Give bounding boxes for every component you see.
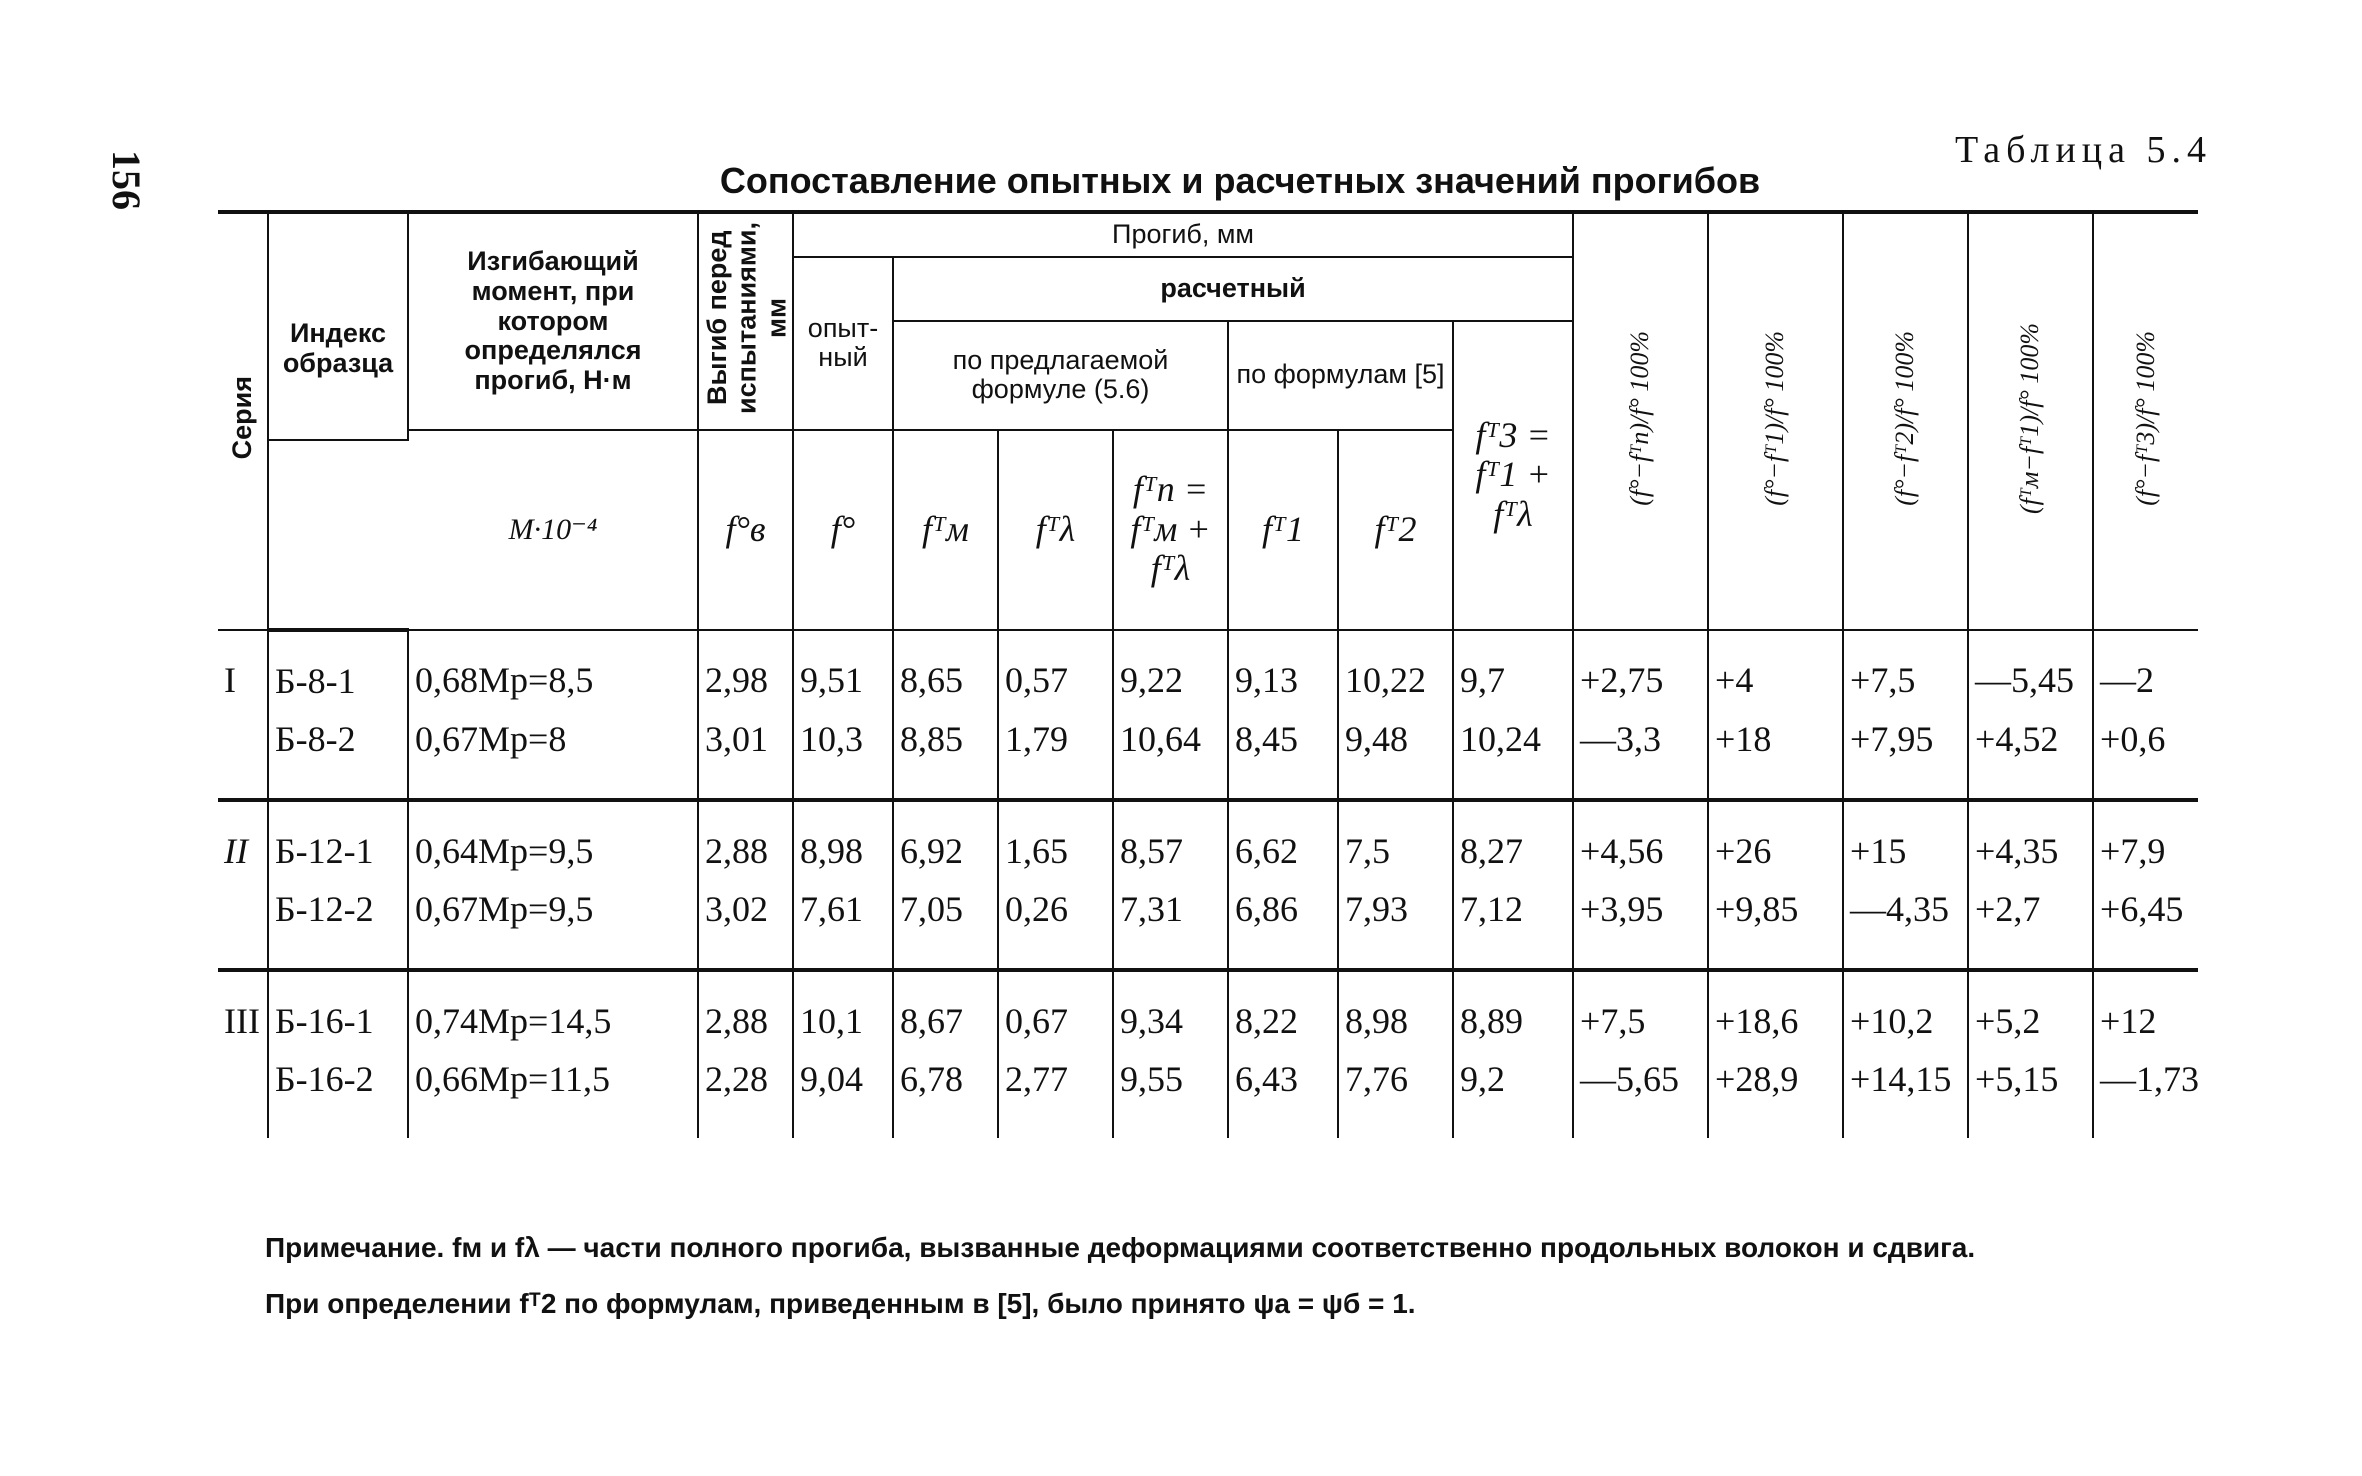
header-experimental: опыт-ный: [793, 257, 893, 430]
f3-cell: 10,24: [1453, 708, 1573, 800]
note-line-2: При определении fᵀ2 по формулам, приведенным в [5], было принято ψа = ψб = 1.: [265, 1288, 1416, 1319]
fn-cell: 9,55: [1113, 1048, 1228, 1138]
ratio-n-cell: +2,75: [1573, 630, 1708, 708]
header-fl: fᵀλ: [998, 430, 1113, 630]
ratio-2-cell: +7,95: [1843, 708, 1968, 800]
header-f3: fᵀ3 = fᵀ1 + fᵀλ: [1453, 321, 1573, 630]
ratio-3-cell: +0,6: [2093, 708, 2198, 800]
header-by-formulas: по формулам [5]: [1228, 321, 1453, 430]
header-index: Индекс образца: [268, 212, 408, 440]
f3-cell: 8,27: [1453, 800, 1573, 878]
moment-cell: 0,74Mр=14,5: [408, 970, 698, 1048]
ratio-1-cell: +28,9: [1708, 1048, 1843, 1138]
ratio-3-cell: —2: [2093, 630, 2198, 708]
ratio-n-cell: —5,65: [1573, 1048, 1708, 1138]
f2-cell: 10,22: [1338, 630, 1453, 708]
ratio-1-cell: +18,6: [1708, 970, 1843, 1048]
f3-cell: 7,12: [1453, 878, 1573, 970]
page-number: 156: [104, 150, 149, 210]
experimental-cell: 10,1: [793, 970, 893, 1048]
moment-cell: 0,66Mр=11,5: [408, 1048, 698, 1138]
header-f2: fᵀ2: [1338, 430, 1453, 630]
experimental-cell: 7,61: [793, 878, 893, 970]
ratio-3-cell: —1,73: [2093, 1048, 2198, 1138]
fl-cell: 0,57: [998, 630, 1113, 708]
ratio-2-cell: +15: [1843, 800, 1968, 878]
series-group-2: [218, 800, 2198, 970]
note-line-1: Примечание. fм и fλ — части полного прогиба, вызванные деформациями соответственно продольных волокон и сдвига.: [265, 1232, 1976, 1263]
table-title: Сопоставление опытных и расчетных значений прогибов: [719, 160, 1761, 201]
camber-cell: 2,88: [698, 800, 793, 878]
fl-cell: 0,26: [998, 878, 1113, 970]
header-ratio-1: (f°−fᵀ1)/f° 100%: [1708, 212, 1843, 630]
f2-cell: 7,5: [1338, 800, 1453, 878]
header-f1: fᵀ1: [1228, 430, 1338, 630]
header-ratio-3: (f°−fᵀ3)/f° 100%: [2093, 212, 2198, 630]
moment-cell: 0,64Mр=9,5: [408, 800, 698, 878]
fm-cell: 6,92: [893, 800, 998, 878]
fl-cell: 1,65: [998, 800, 1113, 878]
fn-cell: 8,57: [1113, 800, 1228, 878]
series-cell: III: [218, 970, 268, 1138]
ratio-m1-cell: +4,35: [1968, 800, 2093, 878]
ratio-n-cell: +4,56: [1573, 800, 1708, 878]
ratio-1-cell: +18: [1708, 708, 1843, 800]
fm-cell: 8,67: [893, 970, 998, 1048]
fm-cell: 6,78: [893, 1048, 998, 1138]
index-cell: Б-16-1: [268, 970, 408, 1048]
f3-cell: 9,7: [1453, 630, 1573, 708]
ratio-1-cell: +9,85: [1708, 878, 1843, 970]
fm-cell: 8,85: [893, 708, 998, 800]
index-cell: Б-12-1: [268, 800, 408, 878]
ratio-1-cell: +4: [1708, 630, 1843, 708]
series-group-1: [218, 630, 2198, 800]
ratio-2-cell: +14,15: [1843, 1048, 1968, 1138]
header-camber: Выгиб перед испытаниями, мм: [698, 212, 793, 430]
experimental-cell: 8,98: [793, 800, 893, 878]
header-experimental-sym: f°: [793, 430, 893, 630]
ratio-n-cell: —3,3: [1573, 708, 1708, 800]
header-ratio-n: (f°−fᵀп)/f° 100%: [1573, 212, 1708, 630]
f1-cell: 8,45: [1228, 708, 1338, 800]
f2-cell: 8,98: [1338, 970, 1453, 1048]
fn-cell: 7,31: [1113, 878, 1228, 970]
camber-cell: 3,01: [698, 708, 793, 800]
ratio-m1-cell: +2,7: [1968, 878, 2093, 970]
moment-cell: 0,68Mр=8,5: [408, 630, 698, 708]
ratio-3-cell: +12: [2093, 970, 2198, 1048]
ratio-m1-cell: +5,15: [1968, 1048, 2093, 1138]
ratio-2-cell: —4,35: [1843, 878, 1968, 970]
header-deflection: Прогиб, мм: [793, 212, 1573, 257]
table-note: [265, 1220, 2195, 1332]
ratio-n-cell: +7,5: [1573, 970, 1708, 1048]
f1-cell: 6,62: [1228, 800, 1338, 878]
camber-cell: 2,88: [698, 970, 793, 1048]
f1-cell: 9,13: [1228, 630, 1338, 708]
ratio-2-cell: +10,2: [1843, 970, 1968, 1048]
header-fn: fᵀп = fᵀм + fᵀλ: [1113, 430, 1228, 630]
experimental-cell: 9,51: [793, 630, 893, 708]
header-fm: fᵀм: [893, 430, 998, 630]
index-cell: Б-8-2: [268, 708, 408, 800]
index-cell: Б-16-2: [268, 1048, 408, 1138]
header-series: Серия: [218, 212, 268, 630]
index-cell: Б-8-1: [268, 630, 408, 708]
ratio-2-cell: +7,5: [1843, 630, 1968, 708]
ratio-1-cell: +26: [1708, 800, 1843, 878]
series-group-3: [218, 970, 2198, 1138]
camber-cell: 3,02: [698, 878, 793, 970]
fl-cell: 1,79: [998, 708, 1113, 800]
camber-cell: 2,28: [698, 1048, 793, 1138]
fn-cell: 9,34: [1113, 970, 1228, 1048]
f1-cell: 6,86: [1228, 878, 1338, 970]
fl-cell: 2,77: [998, 1048, 1113, 1138]
fn-cell: 10,64: [1113, 708, 1228, 800]
series-cell: II: [218, 800, 268, 970]
moment-cell: 0,67Mр=9,5: [408, 878, 698, 970]
header-moment: Изгибающий момент, при котором определялся прогиб, Н·м: [408, 212, 698, 430]
series-cell: I: [218, 630, 268, 800]
f1-cell: 8,22: [1228, 970, 1338, 1048]
index-cell: Б-12-2: [268, 878, 408, 970]
header-ratio-2: (f°−fᵀ2)/f° 100%: [1843, 212, 1968, 630]
ratio-m1-cell: —5,45: [1968, 630, 2093, 708]
f3-cell: 8,89: [1453, 970, 1573, 1048]
deflection-table: [218, 210, 2198, 1138]
ratio-3-cell: +6,45: [2093, 878, 2198, 970]
fl-cell: 0,67: [998, 970, 1113, 1048]
fn-cell: 9,22: [1113, 630, 1228, 708]
camber-cell: 2,98: [698, 630, 793, 708]
experimental-cell: 9,04: [793, 1048, 893, 1138]
fm-cell: 7,05: [893, 878, 998, 970]
header-ratio-m1: (fᵀм−fᵀ1)/f° 100%: [1968, 212, 2093, 630]
ratio-m1-cell: +5,2: [1968, 970, 2093, 1048]
header-proposed: по предлагаемой формуле (5.6): [893, 321, 1228, 430]
f2-cell: 7,76: [1338, 1048, 1453, 1138]
ratio-3-cell: +7,9: [2093, 800, 2198, 878]
table-label: Таблица 5.4: [1954, 129, 2212, 171]
ratio-m1-cell: +4,52: [1968, 708, 2093, 800]
f1-cell: 6,43: [1228, 1048, 1338, 1138]
f2-cell: 7,93: [1338, 878, 1453, 970]
ratio-n-cell: +3,95: [1573, 878, 1708, 970]
header-index-spacer: [268, 440, 408, 630]
header-calculated: расчетный: [893, 257, 1573, 321]
header-moment-unit: М·10⁻⁴: [408, 430, 698, 630]
experimental-cell: 10,3: [793, 708, 893, 800]
moment-cell: 0,67Mр=8: [408, 708, 698, 800]
header-camber-sym: f°в: [698, 430, 793, 630]
f3-cell: 9,2: [1453, 1048, 1573, 1138]
f2-cell: 9,48: [1338, 708, 1453, 800]
fm-cell: 8,65: [893, 630, 998, 708]
